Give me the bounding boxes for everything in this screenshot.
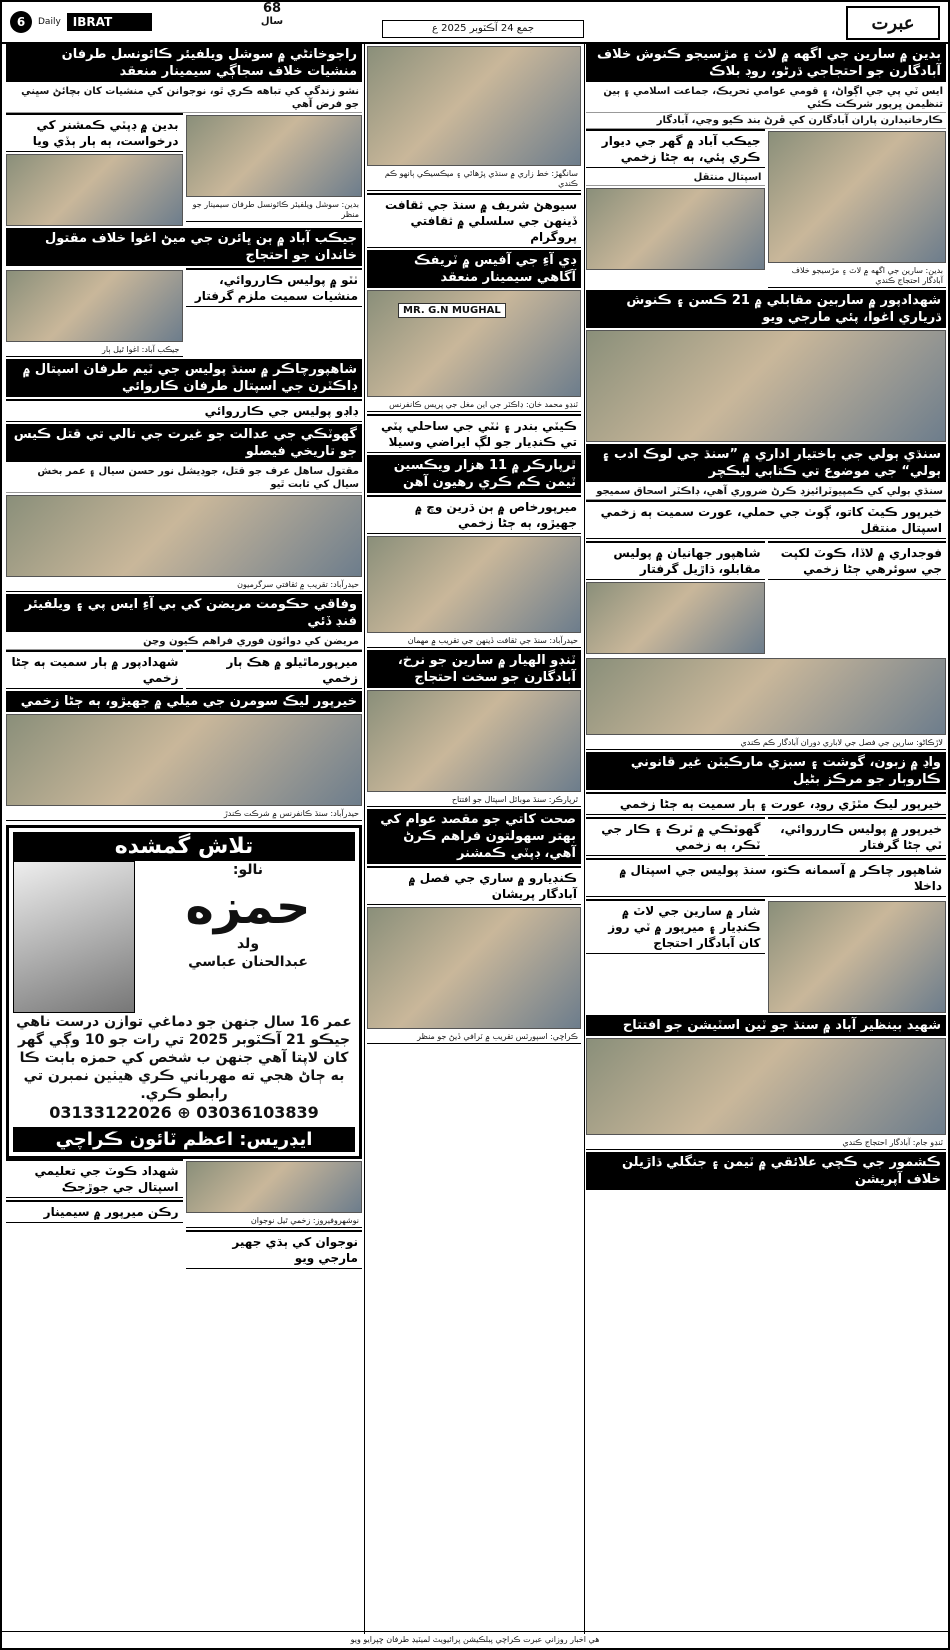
subheadline: نشو زندگي کي تباهه ڪري ٿو، نوجوانن کي منشيات کان بچائڻ سڀني جو فرض آهي bbox=[6, 84, 362, 113]
masthead-logo: عبرت bbox=[846, 6, 940, 40]
photo-caption: بدين: سارين جي اگهه ۾ لاٽ ۽ مڙسيجو خلاف آبادگار احتجاج ڪندي bbox=[768, 265, 947, 288]
news-photo bbox=[186, 115, 363, 197]
page-footer: هي اخبار روزاني عبرت ڪراچي پبلڪيشن پرائيويٽ لميٽيڊ طرفان ڇپرايو ويو bbox=[2, 1631, 948, 1648]
news-photo bbox=[6, 270, 183, 342]
headline: رڪن ميرپور ۾ سيمينار bbox=[6, 1200, 183, 1223]
headline: خيرپور ۾ پوليس ڪارروائي، ٽي ڄڻا گرفتار bbox=[768, 817, 947, 856]
subheadline: اسپتال منتقل bbox=[586, 170, 765, 186]
news-photo bbox=[367, 290, 581, 397]
headline: سيوهڻ شريف ۾ سنڌ جي ثقافت ڏينهن جي سلسلي ۾ ثقافتي پروگرام bbox=[367, 193, 581, 248]
masthead-left bbox=[10, 8, 152, 36]
photo-caption: ٿرپارڪر: سنڌ موبائل اسپتال جو افتتاح bbox=[367, 794, 581, 807]
year-label: سال bbox=[260, 16, 284, 27]
headline: بدين ۾ سارين جي اگهه ۾ لاٽ ۽ مڙسيجو ڪنوش خلاف آبادگارن جو احتجاجي ڌرڻو، روڊ بلاڪ bbox=[586, 44, 946, 82]
headline: خيرپور ليڪ مٿڙي روڊ، عورت ۽ ٻار سميت ٻه ڄڻا زخمي bbox=[586, 792, 946, 815]
page-number: 6 bbox=[10, 11, 32, 33]
photo-caption: بدين: سوشل ويلفيئر ڪائونسل طرفان سيمينار جو منظر bbox=[186, 199, 363, 222]
masthead-name: IBRAT bbox=[67, 13, 152, 31]
headline: سنڌي ٻولي جي باختيار اداري ۾ ”سنڌ جي لوڪ ادب ۽ ٻولي“ جي موضوع تي ڪتابي ليڪچر bbox=[586, 444, 946, 482]
daily-label: Daily bbox=[38, 17, 61, 27]
photo-caption: ڪراچي: اسپورٽس تقريب ۾ ٽرافي ڏيڻ جو منظر bbox=[367, 1031, 581, 1044]
headline: ڪيٽي بندر ۽ ٺٽي جي ساحلي پٽي تي ڪنڊيار جو لڳ ايراضي وسيلا bbox=[367, 414, 581, 453]
headline: شاهپور چاڪر ۾ آسمانه ڪتو، سنڌ پوليس جي اسپتال ۾ داخلا bbox=[586, 858, 946, 897]
story-row bbox=[6, 268, 362, 359]
news-photo bbox=[586, 330, 946, 442]
headline: شاهپورچاڪر ۾ سنڌ پوليس جي ٽيم طرفان اسپتال ۾ ڊاڪٽرن جي اسپتال طرفان ڪاروائي bbox=[6, 359, 362, 397]
missing-phones: 03133122026 ⊕ 03036103839 bbox=[49, 1103, 319, 1122]
year-number: 68 bbox=[262, 1, 282, 16]
missing-name-label: نالو: bbox=[232, 862, 264, 878]
story-row bbox=[586, 899, 946, 1015]
story-row bbox=[586, 541, 946, 656]
headline: ٿرپارڪر ۾ 11 هزار ويڪسين ٽيمن ڪم ڪري رهيون آهن bbox=[367, 455, 581, 493]
news-photo bbox=[367, 690, 581, 792]
subheadline: ايس ٽي پي جي اڳواڻ، ۽ قومي عوامي تحريڪ، جماعت اسلامي ۽ ٻين تنظيمن ڀرپور شرڪت ڪئي bbox=[586, 84, 946, 113]
column-right bbox=[586, 44, 946, 1634]
news-photo bbox=[586, 658, 946, 735]
headline: شهدادپور ۾ ٻار سميت ٻه ڄڻا زخمي bbox=[6, 650, 183, 689]
headline: شهداد ڪوٽ جي تعليمي اسپتال جي جوڙجڪ bbox=[6, 1159, 183, 1198]
headline: شاهپور جهانيان ۾ پوليس مقابلو، ڌاڙيل گرفتار bbox=[586, 541, 765, 580]
missing-walad: ولد bbox=[236, 936, 260, 952]
headline: واڍ ۾ زبون، گوشت ۽ سبزي مارڪيٽن غير قانوني ڪاروبار جو مرڪز بڻيل bbox=[586, 752, 946, 790]
story-row bbox=[586, 817, 946, 858]
column-rule bbox=[584, 44, 585, 1634]
news-photo bbox=[186, 1161, 363, 1213]
missing-person-photo bbox=[13, 861, 135, 1013]
missing-address: ايڊريس: اعظم ٽائون ڪراچي bbox=[13, 1127, 355, 1152]
missing-person-notice bbox=[6, 825, 362, 1159]
news-photo bbox=[768, 131, 947, 263]
headline: نوجوان کي ٻڌي جهير مارجي ويو bbox=[186, 1230, 363, 1269]
news-photo bbox=[367, 907, 581, 1029]
subheadline: مريضن کي دوائون فوري فراهم ڪيون وڃن bbox=[6, 634, 362, 650]
news-photo bbox=[367, 536, 581, 633]
subheadline: ڪارخانيدارن پاران آبادگارن کي ڦرڻ بند ڪيو وڃي، آبادگار bbox=[586, 113, 946, 129]
news-photo bbox=[6, 154, 183, 226]
subheadline: مقتول ساهل عرف جو قتل، جوڊيشل نور حسن سيال ۽ عمر بخش سيال کي ثابت ٿيو bbox=[6, 464, 362, 493]
headline: راجوخانڻي ۾ سوشل ويلفيئر ڪائونسل طرفان منشيات خلاف سجاڳي سيمينار منعقد bbox=[6, 44, 362, 82]
headline: بدين ۾ ڊپٽي ڪمشنر کي درخواست، ٻه ٻار ٻڏي ويا bbox=[6, 113, 183, 152]
headline: ميرپورخاص ۾ ٻن ڌرين وچ ۾ جهيڙو، ٻه ڄڻا زخمي bbox=[367, 495, 581, 534]
headline: گهوٽڪي ۾ ٽرڪ ۽ ڪار جي ٽڪر، ٻه زخمي bbox=[586, 817, 765, 856]
headline: خيرپور ڪيٽ کاتو، ڳوٺ جي حملي، عورت سميت ٻه زخمي اسپتال منتقل bbox=[586, 500, 946, 539]
story-row bbox=[586, 129, 946, 290]
headline: ڊي آءِ جي آفيس ۾ ٽريفڪ آگاهي سيمينار منعقد bbox=[367, 250, 581, 288]
headline: خيرپور ليڪ سومرن جي ميلي ۾ جهيڙو، ٻه ڄڻا زخمي bbox=[6, 691, 362, 712]
headline: ڪشمور جي ڪچي علائقي ۾ ٽيمن ۽ جنگلي ڌاڙيلن خلاف آپريشن bbox=[586, 1152, 946, 1190]
headline: فوجداري ۾ لاڏا، ڪوٽ لکپت جي سوئرهي ڄڻا زخمي bbox=[768, 541, 947, 580]
headline: شار ۾ سارين جي لاٽ ۾ ڪنڊيار ۽ ميرپور ۾ ٽي روز کان آبادگار احتجاج bbox=[586, 899, 765, 954]
photo-banner: MR. G.N MUGHAL bbox=[398, 303, 506, 318]
photo-caption: حيدرآباد: تقريب ۾ ثقافتي سرگرميون bbox=[6, 579, 362, 592]
subheadline: سنڌي ٻولي کي ڪمپيوٽرائيزڊ ڪرڻ ضروري آهي، ڊاڪٽر اسحاق سميجو bbox=[586, 484, 946, 500]
news-photo bbox=[586, 582, 765, 654]
photo-caption: سانگهڙ: خط زاري ۾ سنڌي پڙهائي ۽ ميڪسيڪي ٻانهو ڪم ڪندي bbox=[367, 168, 581, 191]
column-left bbox=[6, 44, 362, 1634]
news-photo bbox=[6, 495, 362, 577]
headline: صحت کاتي جو مقصد عوام کي بهتر سهولتون فراهم ڪرڻ آهي، ڊپٽي ڪمشنر bbox=[367, 809, 581, 864]
photo-caption: لاڙڪاڻو: سارين جي فصل جي لاباري دوران آبادگار ڪم ڪندي bbox=[586, 737, 946, 750]
headline: جيڪب آباد ۾ ٻن ڀائرن جي ميڻ اغوا خلاف مقتول خاندان جو احتجاج bbox=[6, 228, 362, 266]
news-photo bbox=[367, 46, 581, 166]
photo-caption: جيڪب آباد: اغوا ٿيل ٻار bbox=[6, 344, 183, 357]
missing-details: عمر 16 سال جنهن جو دماغي توازن درست ناهي جيڪو 21 آڪٽوبر 2025 تي رات جو 10 وڳي گهر کان لاپتا آهي جنهن ب شخص کي حمزه بابت ڪا به ڄاڻ هجي ته مهرباني ڪري هيٺين نمبرن تي رابطو ڪري. bbox=[16, 1014, 352, 1102]
headline: شهدادپور ۾ ساربين مقابلي ۾ 21 ڪسن ۽ ڪنوش ڌرياري اغوا، پئي مارجي ويو bbox=[586, 290, 946, 328]
year-badge bbox=[257, 2, 287, 28]
headline: گهوٽڪي جي عدالت جو غيرت جي نالي تي قتل ڪيس جو تاريخي فيصلو bbox=[6, 424, 362, 462]
missing-name: حمزه bbox=[185, 879, 311, 935]
headline: ٺٽو ۾ پوليس ڪارروائي، منشيات سميت ملزم گرفتار bbox=[186, 268, 363, 307]
headline: ڪنڊيارو ۾ ساري جي فصل ۾ آبادگار پريشان bbox=[367, 866, 581, 905]
photo-caption: حيدرآباد: سنڌ ڪانفرنس ۾ شرڪت ڪندڙ bbox=[6, 808, 362, 821]
headline: وفاقي حڪومت مريضن کي بي آءِ ايس پي ۽ ويلفيئر فنڊ ڏئي bbox=[6, 594, 362, 632]
masthead bbox=[2, 2, 948, 44]
photo-caption: حيدرآباد: سنڌ جي ثقافت ڏينهن جي تقريب ۾ مهمان bbox=[367, 635, 581, 648]
news-photo bbox=[768, 901, 947, 1013]
news-photo bbox=[586, 188, 765, 270]
column-rule bbox=[364, 44, 365, 1634]
headline: جيڪب آباد ۾ گهر جي ديوار ڪري پئي، ٻه ڄڻا زخمي bbox=[586, 129, 765, 168]
missing-father: عبدالحنان عباسي bbox=[188, 954, 308, 970]
column-middle bbox=[367, 44, 581, 1634]
photo-caption: نوشهروفيروز: زخمي ٿيل نوجوان bbox=[186, 1215, 363, 1228]
issue-date: جمع 24 آڪٽوبر 2025 ع bbox=[382, 20, 584, 38]
photo-caption: ٽنڊو جام: آبادگار احتجاج ڪندي bbox=[586, 1137, 946, 1150]
news-photo bbox=[586, 1038, 946, 1135]
missing-title: تلاش گمشده bbox=[13, 832, 355, 861]
headline: شهيد بينظير آباد ۾ سنڌ جو ٽين اسٽيشن جو افتتاح bbox=[586, 1015, 946, 1036]
story-row bbox=[6, 113, 362, 228]
story-row bbox=[6, 650, 362, 691]
headline: ميرپورماٿيلو ۾ هڪ ٻار زخمي bbox=[186, 650, 363, 689]
photo-caption: ٽنڊو محمد خان: ڊاڪٽر جي اين مغل جي پريس ڪانفرنس bbox=[367, 399, 581, 412]
story-row bbox=[6, 1159, 362, 1271]
headline: ڊاڊو پوليس جي ڪارروائي bbox=[6, 399, 362, 422]
news-photo bbox=[6, 714, 362, 806]
headline: ٽنڊو الهيار ۾ سارين جو نرخ، آبادگارن جو سخت احتجاج bbox=[367, 650, 581, 688]
